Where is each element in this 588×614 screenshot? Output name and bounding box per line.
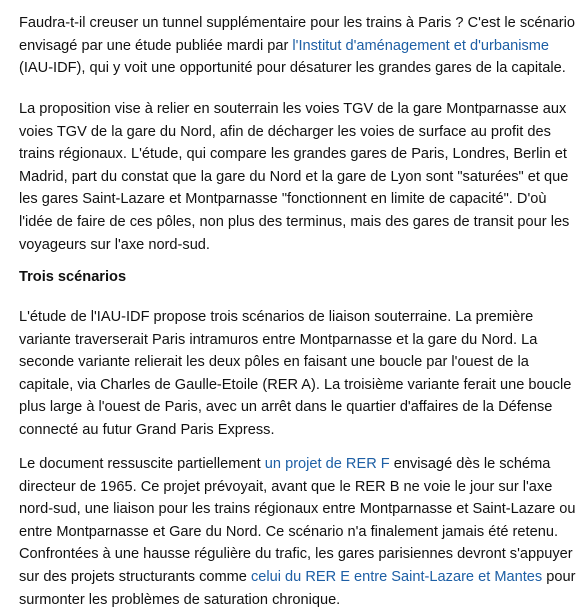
- paragraph-intro: [19, 12, 579, 80]
- paragraph-rer-f-text-middle: envisagé dès le schéma directeur de 1965. Ce projet prévoyait, avant que le RER B ne voie le jour sur l'axe nord-sud, une liaison pour les trains régionaux entre Montparnasse et Saint-Lazare ou entre Montparnasse et Gare du Nord. Ce scénario n'a finalement jamais été retenu. Confrontées à une hausse régulière du trafic, les gares parisiennes devront s'appuyer sur des projets structurants comme: [19, 456, 576, 585]
- link-rer-f-project[interactable]: un projet de RER F: [264, 456, 390, 472]
- paragraph-rer-f-text-before: Le document ressuscite partiellement: [19, 456, 265, 472]
- paragraph-rer-f: [19, 453, 579, 611]
- section-heading: Trois scénarios: [19, 269, 127, 285]
- paragraph-rer-f-text-after: pour surmonter les problèmes de saturation chronique.: [19, 568, 576, 608]
- paragraph-intro-text-after: (IAU-IDF), qui y voit une opportunité pour désaturer les grandes gares de la capitale.: [19, 60, 566, 77]
- link-iau-institute[interactable]: l'Institut d'aménagement et d'urbanisme: [292, 37, 550, 54]
- link-rer-e-project[interactable]: celui du RER E entre Saint-Lazare et Mantes: [250, 568, 543, 585]
- paragraph-proposal: La proposition vise à relier en souterrain les voies TGV de la gare Montparnasse aux voies TGV de la gare du Nord, afin de décharger les voies de surface au profit des trains régionaux. L'étude, qui compare les grandes gares de Paris, Londres, Berlin et Madrid, part du constat que la gare du Nord et la gare de Lyon sont "saturées" et que les gares Saint-Lazare et Montparnasse "fonctionnent en limite de capacité". D'où l'idée de faire de ces pôles, non plus des terminus, mais des gares de transit pour les voyageurs sur l'axe nord-sud.: [19, 101, 570, 253]
- paragraph-intro-text-before: Faudra-t-il creuser un tunnel supplémentaire pour les trains à Paris ? C'est le scénario envisagé par une étude publiée mardi par: [19, 15, 575, 54]
- paragraph-scenarios: L'étude de l'IAU-IDF propose trois scénarios de liaison souterraine. La première variante traverserait Paris intramuros entre Montparnasse et la gare du Nord. La seconde variante relierait les deux pôles en faisant une boucle par l'ouest de la capitale, via Charles de Gaulle-Etoile (RER A). La troisième variante ferait une boucle plus large à l'ouest de Paris, avec un arrêt dans le quartier d'affaires de la Défense connecté au futur Grand Paris Express.: [19, 309, 572, 438]
